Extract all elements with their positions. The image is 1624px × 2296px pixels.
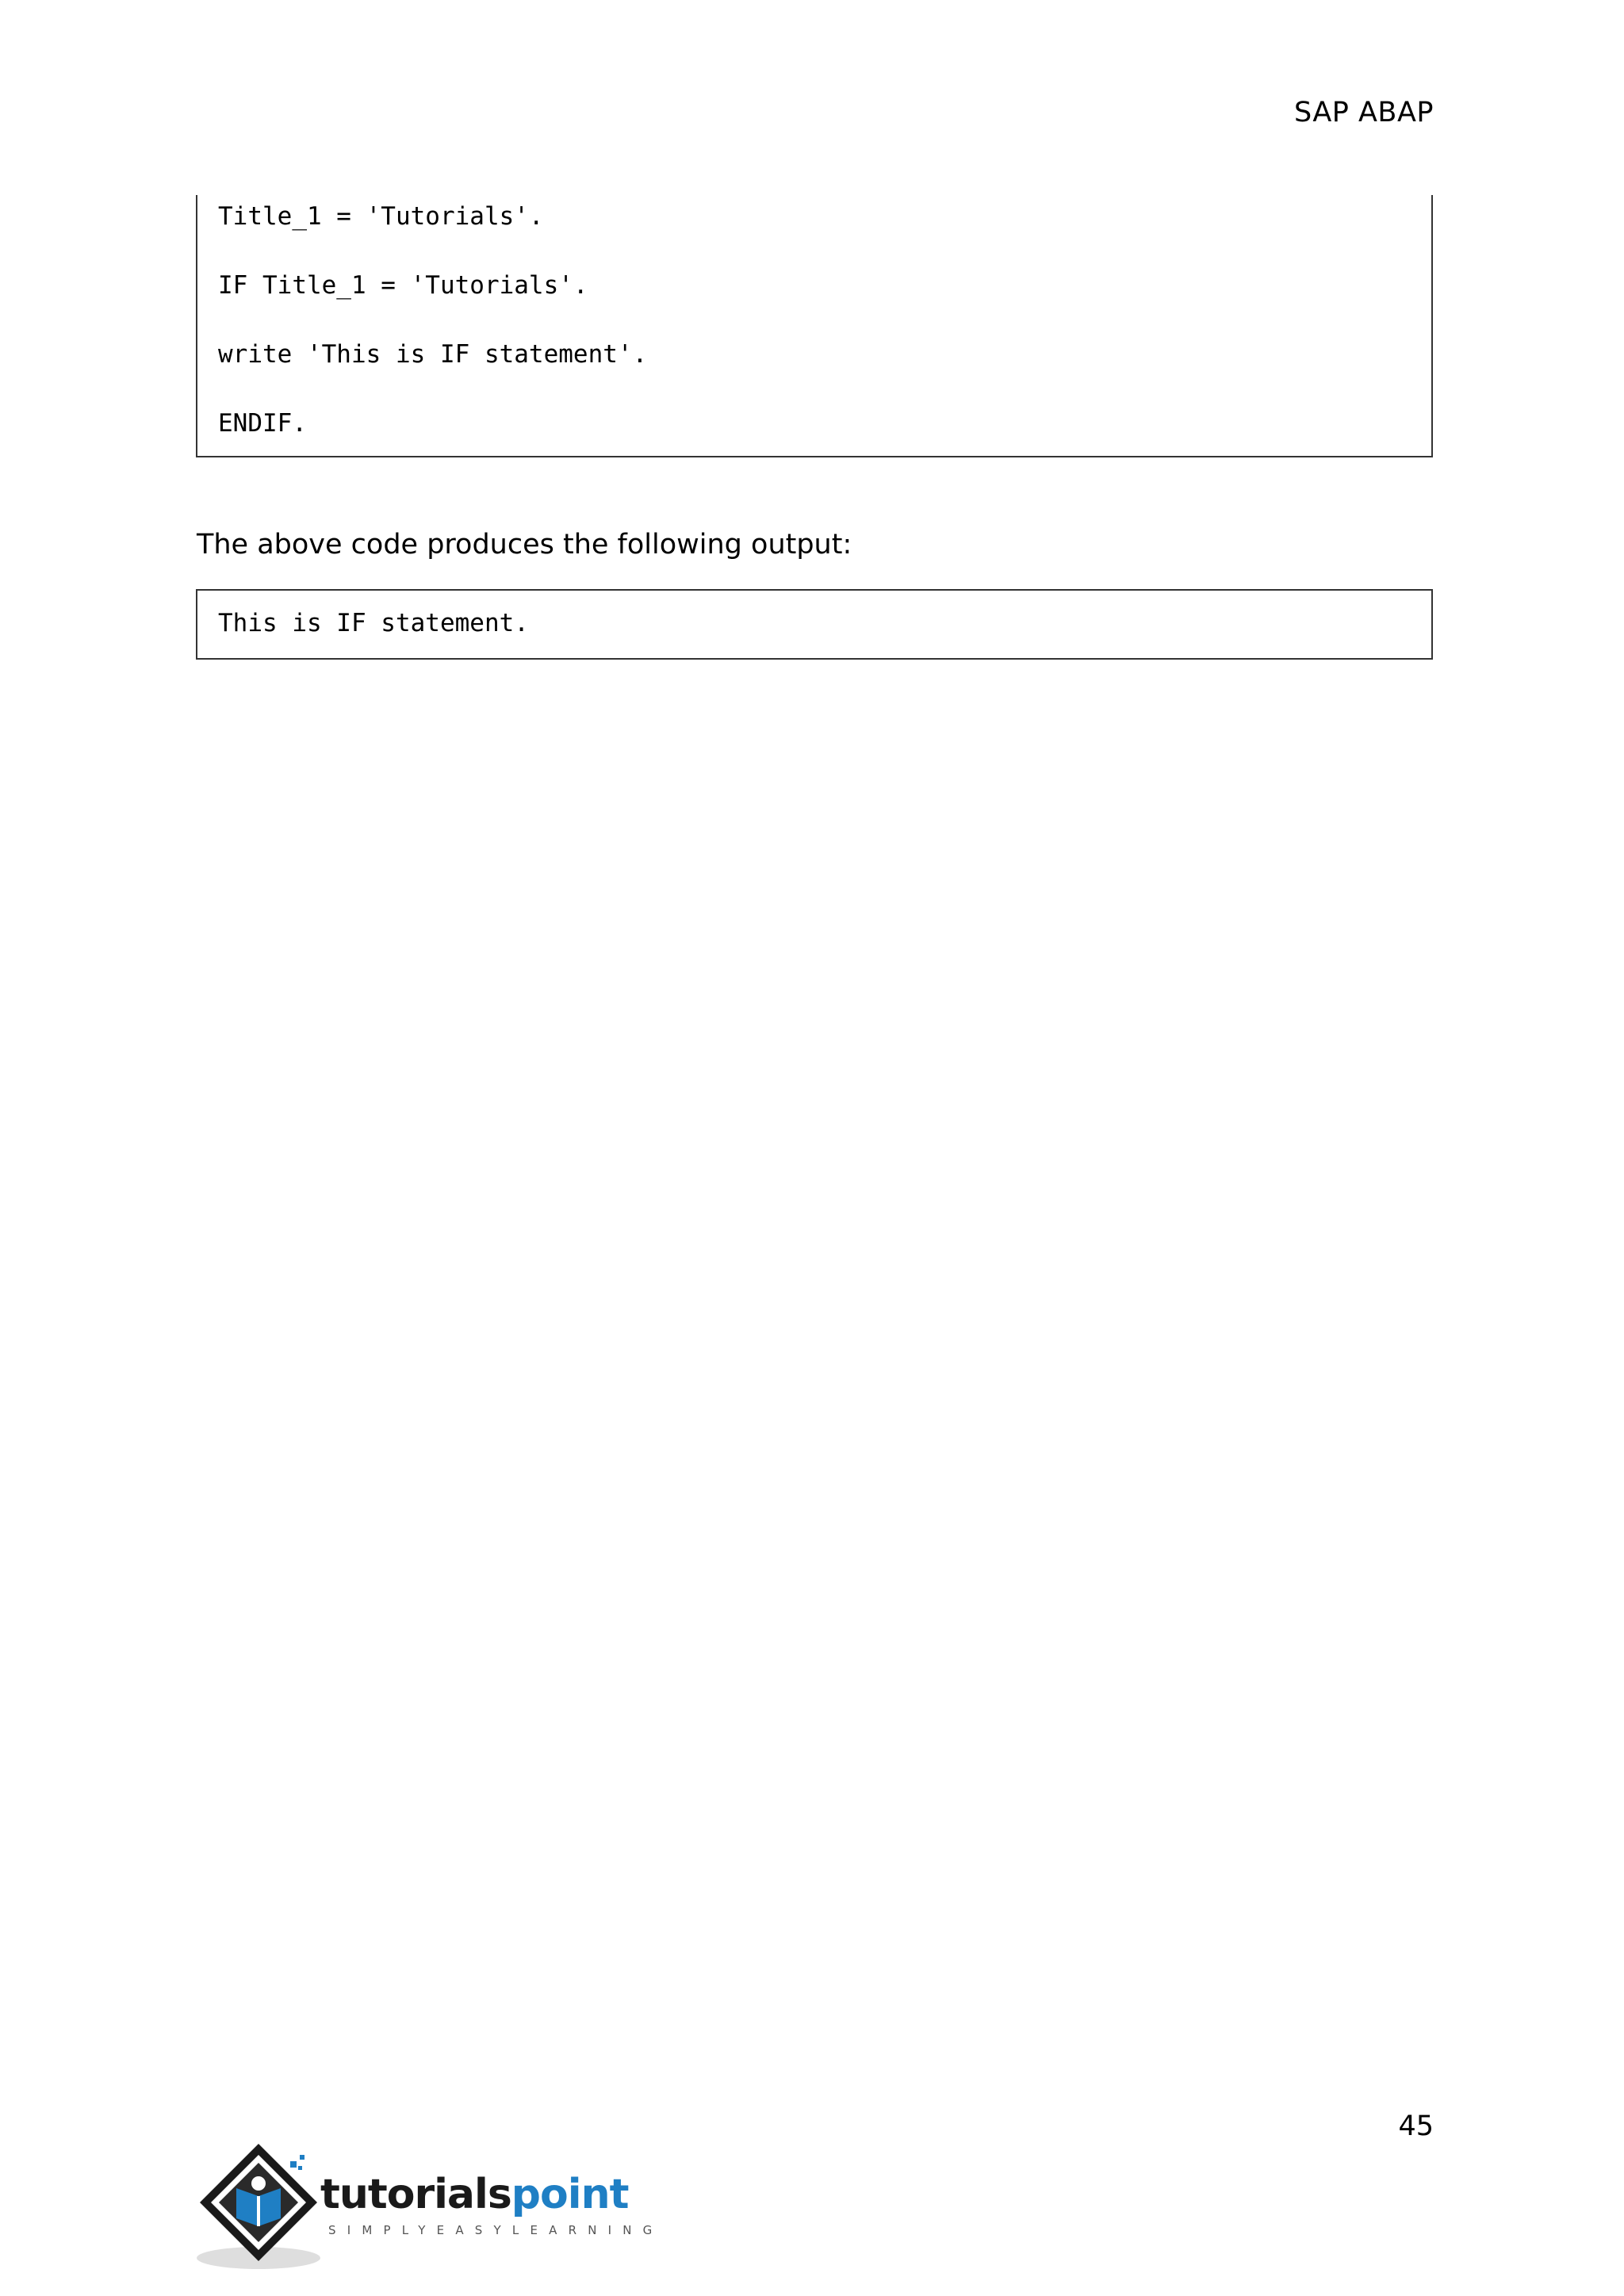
output-block xyxy=(196,589,1433,660)
logo-word-point: point xyxy=(511,2171,629,2218)
logo-word-tutorials: tutorials xyxy=(320,2171,511,2218)
page-number: 45 xyxy=(1398,2110,1434,2142)
code-block xyxy=(196,195,1433,457)
output-text: This is IF statement. xyxy=(218,609,529,637)
code-line: write 'This is IF statement'. xyxy=(218,340,648,369)
code-line: ENDIF. xyxy=(218,409,307,438)
tutorialspoint-logo xyxy=(195,2139,664,2274)
logo-diamond-icon xyxy=(195,2139,330,2274)
code-line: IF Title_1 = 'Tutorials'. xyxy=(218,271,588,300)
body-paragraph: The above code produces the following output: xyxy=(197,529,852,561)
logo-wordmark xyxy=(320,2171,628,2218)
code-line: Title_1 = 'Tutorials'. xyxy=(218,202,544,231)
page-header: SAP ABAP xyxy=(1293,97,1434,128)
logo-tagline: SIMPLYEASYLEARNING xyxy=(328,2223,664,2237)
